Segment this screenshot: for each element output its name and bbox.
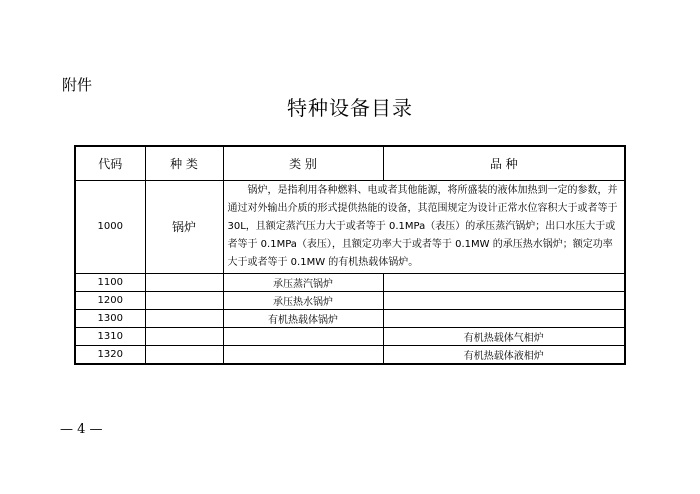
cell-kind xyxy=(145,273,223,291)
cell-class xyxy=(223,345,383,364)
header-code: 代码 xyxy=(75,146,145,180)
cell-kind xyxy=(145,309,223,327)
cell-code: 1000 xyxy=(75,180,145,273)
table-row xyxy=(75,345,625,364)
cell-variety xyxy=(383,309,625,327)
cell-code: 1200 xyxy=(75,291,145,309)
description-text: 锅炉，是指利用各种燃料、电或者其他能源，将所盛装的液体加热到一定的参数，并通过对外输出介质的形式提供热能的设备，其范围规定为设计正常水位容积大于或者等于30L，且额定蒸汽压力大于或者等于 0.1MPa（表压）的承压蒸汽锅炉；出口水压大于或者等于 0.1MPa（表压），且额定功率大于或者等于 0.1MW 的承压热水锅炉；额定功率大于或者等于 0.1MW 的有机热载体锅炉。 xyxy=(227,184,618,268)
header-class: 类 别 xyxy=(223,146,383,180)
header-kind: 种 类 xyxy=(145,146,223,180)
cell-variety xyxy=(383,273,625,291)
cell-kind: 锅炉 xyxy=(145,180,223,273)
cell-class xyxy=(223,327,383,345)
equipment-catalog-table xyxy=(74,145,626,365)
page-number: — 4 — xyxy=(60,422,103,437)
cell-kind xyxy=(145,291,223,309)
header-variety: 品 种 xyxy=(383,146,625,180)
page-title: 特种设备目录 xyxy=(287,96,413,120)
cell-variety xyxy=(383,291,625,309)
cell-kind xyxy=(145,327,223,345)
cell-class: 承压蒸汽锅炉 xyxy=(223,273,383,291)
attachment-label: 附件 xyxy=(62,76,93,94)
cell-kind xyxy=(145,345,223,364)
table-row xyxy=(75,291,625,309)
cell-code: 1320 xyxy=(75,345,145,364)
cell-class: 有机热载体锅炉 xyxy=(223,309,383,327)
cell-code: 1300 xyxy=(75,309,145,327)
cell-variety: 有机热载体气相炉 xyxy=(383,327,625,345)
cell-code: 1310 xyxy=(75,327,145,345)
cell-variety: 有机热载体液相炉 xyxy=(383,345,625,364)
cell-code: 1100 xyxy=(75,273,145,291)
cell-description xyxy=(223,180,625,273)
table-row-main xyxy=(75,180,625,273)
table-row xyxy=(75,309,625,327)
cell-class: 承压热水锅炉 xyxy=(223,291,383,309)
table-row xyxy=(75,327,625,345)
table-header-row xyxy=(75,146,625,180)
table-row xyxy=(75,273,625,291)
